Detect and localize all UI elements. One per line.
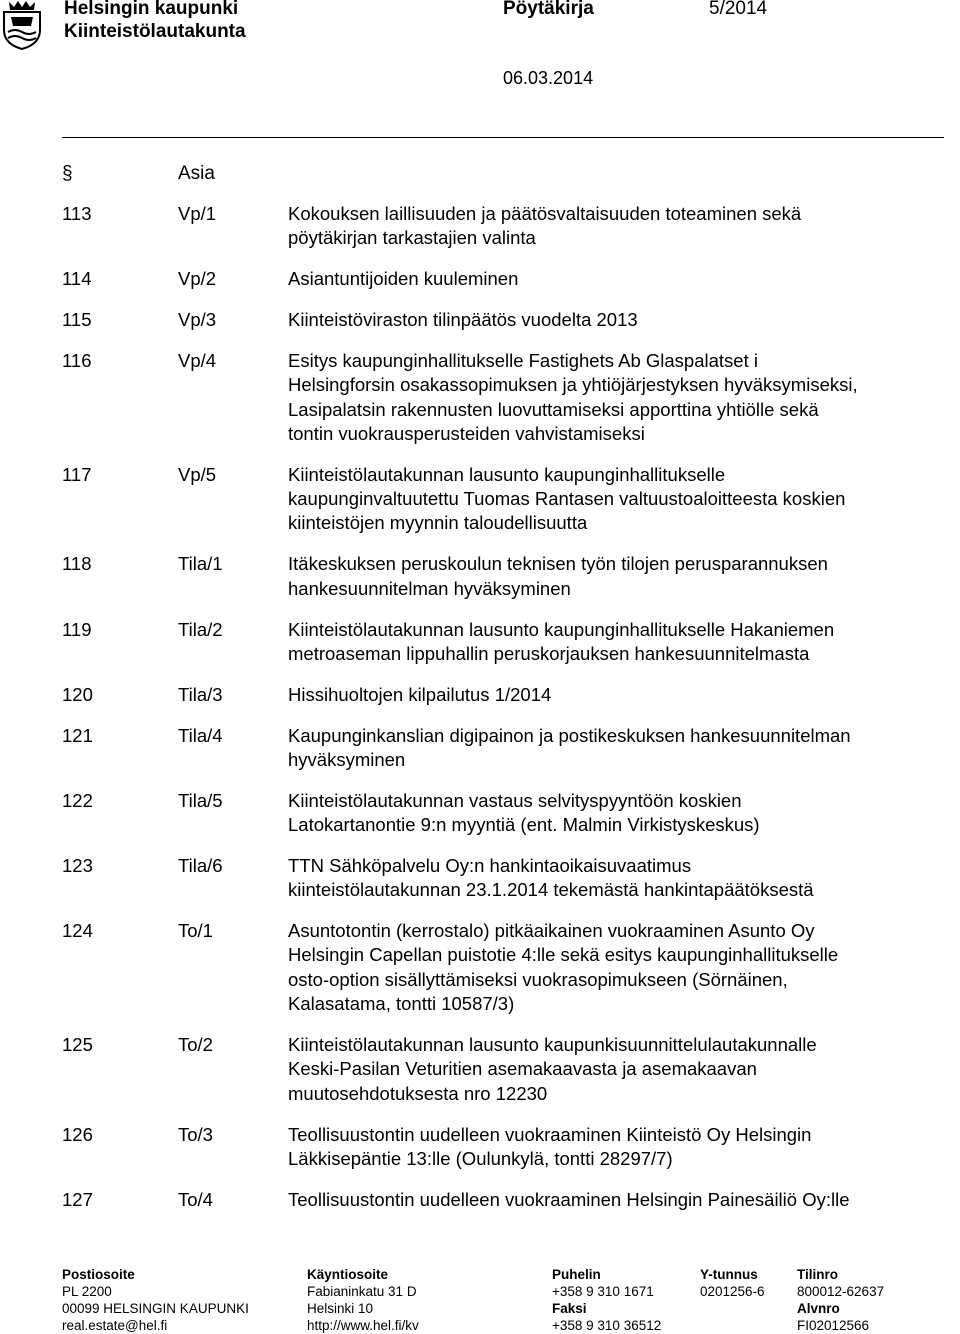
agenda-item-title-line: Teollisuustontin uudelleen vuokraaminen Kiinteistö Oy Helsingin <box>288 1123 812 1145</box>
section-mark: § <box>62 163 73 184</box>
agenda-item-title <box>288 919 942 1016</box>
agenda-item-code: Vp/2 <box>178 268 217 290</box>
agenda-item-code: Tila/3 <box>178 683 223 705</box>
agenda-item-title-line: muutosehdotuksesta nro 12230 <box>288 1082 548 1104</box>
footer-phone-label: Puhelin <box>552 1267 601 1282</box>
agenda-item-number: 127 <box>62 1188 93 1210</box>
agenda-item-title <box>288 1188 942 1212</box>
agenda-item-title-line: kiinteistöjen myynnin taloudellisuutta <box>288 512 588 534</box>
footer-account <box>797 1266 884 1334</box>
footer-vat-label: Alvnro <box>797 1301 840 1316</box>
footer-vat-value: FI02012566 <box>797 1318 870 1333</box>
footer-fax-label: Faksi <box>552 1301 587 1316</box>
agenda-item-title-line: kaupunginvaltuutettu Tuomas Rantasen valtuustoaloitteesta koskien <box>288 488 846 510</box>
committee-name: Kiinteistölautakunta <box>64 21 246 42</box>
organization-name: Helsingin kaupunki <box>64 0 239 19</box>
agenda-item-title-line: Kiinteistölautakunnan lausunto kaupunkisuunnittelulautakunnalle <box>288 1034 817 1055</box>
footer-ytunnus <box>700 1266 765 1300</box>
helsinki-crest-icon <box>2 0 42 50</box>
footer-account-label: Tilinro <box>797 1267 839 1282</box>
header-divider <box>62 137 944 138</box>
meeting-date: 06.03.2014 <box>503 68 594 88</box>
agenda-item-number: 118 <box>62 553 92 575</box>
footer-ytunnus-label: Y-tunnus <box>700 1267 758 1282</box>
agenda-item-number: 115 <box>62 309 92 331</box>
agenda-heading: Asia <box>178 163 215 184</box>
agenda-item-code: Tila/2 <box>178 618 223 640</box>
footer-fax-value: +358 9 310 36512 <box>552 1318 662 1333</box>
agenda-item-title-line: TTN Sähköpalvelu Oy:n hankintaoikaisuvaatimus <box>288 855 692 876</box>
agenda-item-title <box>288 789 942 838</box>
agenda-item-title <box>288 552 942 601</box>
agenda-item-number: 125 <box>62 1034 93 1055</box>
agenda-item-title-line: Kaupunginkanslian digipainon ja postikeskuksen hankesuunnitelman <box>288 724 851 746</box>
agenda-item-title-line: Kiinteistölautakunnan lausunto kaupunginhallitukselle <box>288 463 726 485</box>
agenda-item-title-line: Asuntotontin (kerrostalo) pitkäaikainen vuokraaminen Asunto Oy <box>288 920 815 942</box>
agenda-item-title <box>288 1033 942 1106</box>
page-number: 5/2014 <box>709 0 768 19</box>
footer-account-value: 800012-62637 <box>797 1284 885 1299</box>
agenda-item-title-line: Latokartanontie 9:n myyntiä (ent. Malmin Virkistyskeskus) <box>288 814 760 836</box>
agenda-item-number: 117 <box>62 463 92 485</box>
agenda-item-number: 126 <box>62 1123 93 1145</box>
footer-visit-street: Fabianinkatu 31 D <box>307 1284 417 1299</box>
footer-ytunnus-value: 0201256-6 <box>700 1284 765 1299</box>
agenda-item-title-line: hankesuunnitelman hyväksyminen <box>288 577 571 599</box>
agenda-item-title <box>288 1123 942 1172</box>
footer-website[interactable]: http://www.hel.fi/kv <box>307 1318 419 1333</box>
agenda-item-title-line: Läkkisepäntie 13:lle (Oulunkylä, tontti 28297/7) <box>288 1147 673 1169</box>
agenda-item-number: 121 <box>62 724 93 746</box>
agenda-item-code: To/1 <box>178 920 213 942</box>
document-type: Pöytäkirja <box>503 0 594 19</box>
agenda-item-title-line: Helsingforsin osakassopimuksen ja yhtiöjärjestyksen hyväksymiseksi, <box>288 374 858 396</box>
agenda-item-code: Tila/5 <box>178 789 223 811</box>
agenda-item-title-line: Asiantuntijoiden kuuleminen <box>288 268 519 290</box>
footer-postal-label: Postiosoite <box>62 1267 135 1282</box>
agenda-item-title-line: Teollisuustontin uudelleen vuokraaminen Helsingin Painesäiliö Oy:lle <box>288 1188 850 1210</box>
footer-phone <box>552 1266 661 1334</box>
agenda-item-code: Vp/3 <box>178 309 217 331</box>
agenda-item-title-line: kiinteistölautakunnan 23.1.2014 tekemästä hankintapäätöksestä <box>288 879 814 901</box>
agenda-item-title <box>288 724 942 773</box>
agenda-item-number: 119 <box>62 618 92 640</box>
agenda-item-number: 120 <box>62 683 93 705</box>
footer-visit-city: Helsinki 10 <box>307 1301 374 1316</box>
agenda-item-title-line: Kiinteistölautakunnan vastaus selvityspyyntöön koskien <box>288 789 742 811</box>
footer-postal-box: PL 2200 <box>62 1284 112 1299</box>
agenda-item-code: To/4 <box>178 1188 213 1210</box>
agenda-item-title <box>288 463 942 536</box>
agenda-item-code: Tila/4 <box>178 724 223 746</box>
agenda-item-number: 122 <box>62 789 93 811</box>
agenda-item-code: To/3 <box>178 1123 213 1145</box>
agenda-item-code: Vp/4 <box>178 350 217 371</box>
agenda-item-title <box>288 308 942 332</box>
agenda-item-number: 123 <box>62 855 93 876</box>
footer-postal-city: 00099 HELSINGIN KAUPUNKI <box>62 1301 249 1316</box>
agenda-item-number: 116 <box>62 350 92 371</box>
agenda-item-title-line: Hissihuoltojen kilpailutus 1/2014 <box>288 683 552 705</box>
agenda-item-title <box>288 854 942 903</box>
agenda-item-title-line: Itäkeskuksen peruskoulun teknisen työn tilojen perusparannuksen <box>288 553 828 575</box>
agenda-item-title-line: pöytäkirjan tarkastajien valinta <box>288 227 536 249</box>
agenda-item-number: 124 <box>62 920 93 942</box>
agenda-item-title-line: Lasipalatsin rakennusten luovuttamiseksi apporttina yhtiölle sekä <box>288 398 819 420</box>
agenda-item-title <box>288 618 942 667</box>
agenda-item-title-line: Esitys kaupunginhallitukselle Fastighets Ab Glaspalatset i <box>288 350 758 371</box>
agenda-item-title-line: tontin vuokrausperusteiden vahvistamiseksi <box>288 422 645 444</box>
footer-phone-value: +358 9 310 1671 <box>552 1284 654 1299</box>
agenda-item-title-line: Kalasatama, tontti 10587/3) <box>288 993 515 1015</box>
agenda-item-title-line: Kiinteistöviraston tilinpäätös vuodelta 2013 <box>288 309 638 331</box>
agenda-item-title <box>288 683 942 707</box>
agenda-item-title-line: Kokouksen laillisuuden ja päätösvaltaisuuden toteaminen sekä <box>288 203 802 224</box>
agenda-item-code: Vp/5 <box>178 463 217 485</box>
footer-visit-label: Käyntiosoite <box>307 1267 389 1282</box>
agenda-item-number: 114 <box>62 268 92 290</box>
agenda-item-title-line: Helsingin Capellan puistotie 4:lle sekä esitys kaupunginhallitukselle <box>288 944 839 966</box>
footer-visit <box>307 1266 419 1334</box>
agenda-item-title <box>288 267 942 291</box>
agenda-item-title-line: Kiinteistölautakunnan lausunto kaupunginhallitukselle Hakaniemen <box>288 618 835 640</box>
agenda-item-code: To/2 <box>178 1034 213 1055</box>
agenda-item-title <box>288 202 942 251</box>
agenda-item-title <box>288 349 942 446</box>
agenda-item-code: Vp/1 <box>178 203 217 224</box>
agenda-item-title-line: metroaseman lippuhallin peruskorjauksen hankesuunnitelmasta <box>288 642 810 664</box>
agenda-item-number: 113 <box>62 203 92 224</box>
footer-email[interactable]: real.estate@hel.fi <box>62 1318 168 1333</box>
footer-postal <box>62 1266 249 1334</box>
agenda-item-code: Tila/1 <box>178 553 223 575</box>
agenda-item-title-line: hyväksyminen <box>288 748 406 770</box>
agenda-item-title-line: Keski-Pasilan Veturitien asemakaavasta ja asemakaavan <box>288 1058 757 1080</box>
agenda-item-code: Tila/6 <box>178 855 223 876</box>
agenda-item-title-line: osto-option sisällyttämiseksi vuokrasopimukseen (Sörnäinen, <box>288 968 788 990</box>
